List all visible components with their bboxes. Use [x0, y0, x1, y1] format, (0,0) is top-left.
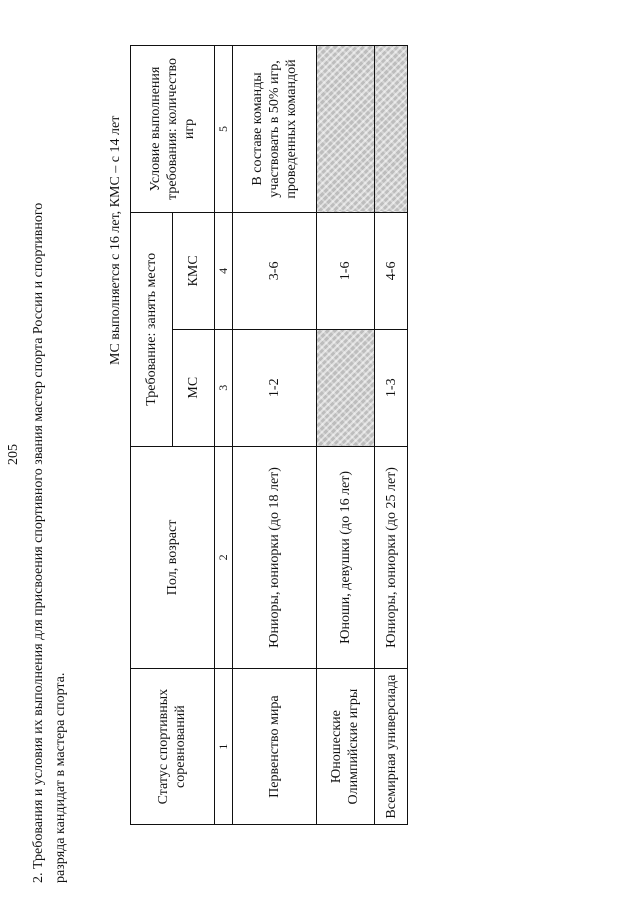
header-kms: КМС — [172, 212, 214, 329]
index-cell: 4 — [214, 212, 232, 329]
header-status: Статус спортивных соревнований — [131, 669, 215, 825]
cell-kms: 4-6 — [375, 212, 408, 329]
cell-ms: 1-3 — [375, 329, 408, 446]
cell-condition-shaded — [316, 46, 374, 213]
table-row — [375, 46, 408, 825]
cell-condition-shaded — [375, 46, 408, 213]
age-note: МС выполняется с 16 лет, КМС – с 14 лет — [108, 115, 123, 365]
cell-ms-shaded — [316, 329, 374, 446]
cell-status: Всемирная универсиада — [375, 669, 408, 825]
cell-status: Юношеские Олимпийские игры — [316, 669, 374, 825]
cell-kms: 1-6 — [316, 212, 374, 329]
table-row — [232, 46, 316, 825]
requirements-table — [130, 45, 408, 825]
index-row — [214, 46, 232, 825]
cell-status: Первенство мира — [232, 669, 316, 825]
heading-line-2: разряда кандидат в мастера спорта. — [53, 672, 68, 883]
cell-gender-age: Юниоры, юниорки (до 25 лет) — [375, 446, 408, 669]
header-ms: МС — [172, 329, 214, 446]
index-cell: 1 — [214, 669, 232, 825]
header-condition: Условие выполнения требования: количество игр — [131, 46, 215, 213]
cell-gender-age: Юниоры, юниорки (до 18 лет) — [232, 446, 316, 669]
cell-condition: В составе команды участвовать в 50% игр, проведенных командой — [232, 46, 316, 213]
page-number: 205 — [6, 444, 21, 465]
header-gender-age: Пол, возраст — [131, 446, 215, 669]
table-row — [316, 46, 374, 825]
index-cell: 3 — [214, 329, 232, 446]
cell-ms: 1-2 — [232, 329, 316, 446]
index-cell: 2 — [214, 446, 232, 669]
cell-gender-age: Юноши, девушки (до 16 лет) — [316, 446, 374, 669]
header-requirement: Требование: занять место — [131, 212, 173, 446]
header-row-1 — [131, 46, 173, 825]
cell-kms: 3-6 — [232, 212, 316, 329]
section-heading — [28, 23, 72, 883]
heading-line-1: 2. Требования и условия их выполнения для присвоения спортивного звания мастер спорта России и спортивного — [31, 202, 46, 883]
index-cell: 5 — [214, 46, 232, 213]
